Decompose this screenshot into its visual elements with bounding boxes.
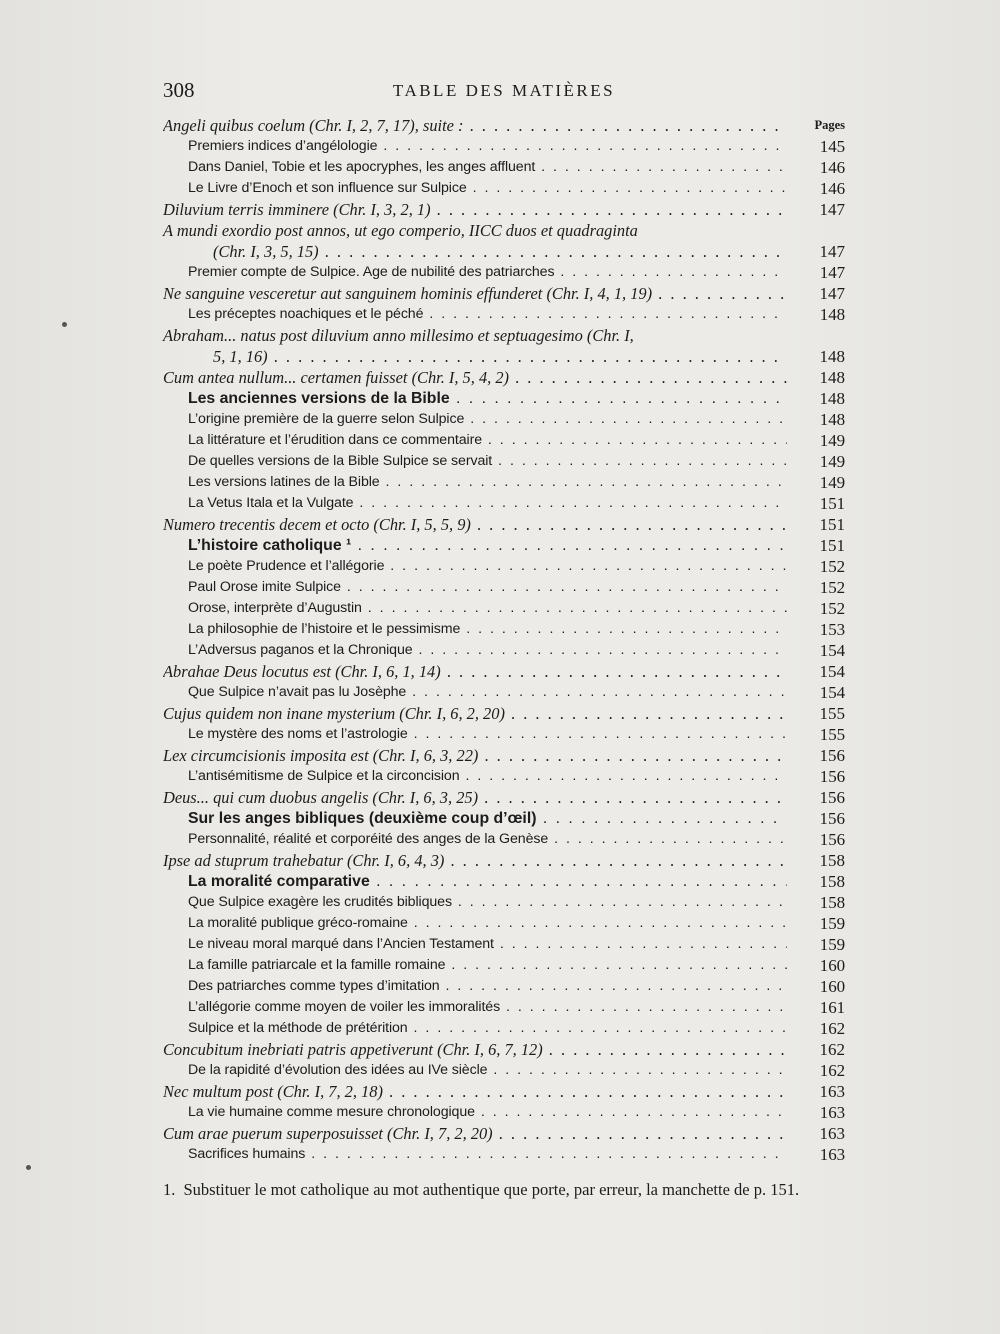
toc-entry	[163, 262, 845, 283]
toc-entry-title: Deus... qui cum duobus angelis (Chr. I, 6, 3, 25) . . .	[163, 787, 787, 808]
toc-entry	[163, 619, 845, 640]
toc-entry-page: 156	[819, 788, 845, 807]
toc-entry-title: La moralité comparative . . .	[188, 871, 787, 892]
running-title: TABLE DES MATIÈRES	[392, 81, 616, 100]
toc-entry	[163, 556, 845, 577]
toc-entry-title: Les anciennes versions de la Bible . . .	[188, 388, 787, 409]
toc-entry	[163, 199, 845, 220]
toc-entry-title: Ipse ad stuprum trahebatur (Chr. I, 6, 4, 3) . . .	[163, 850, 787, 871]
toc-entry-title: Les préceptes noachiques et le péché . . .	[188, 304, 787, 325]
toc-entry-title	[163, 220, 787, 262]
toc-entry-page: 148	[819, 347, 845, 366]
toc-entry-page: 151	[819, 536, 845, 555]
toc-entry-page: 148	[819, 368, 845, 387]
toc-entry-title-line: Abraham... natus post diluvium anno millesimo et septuagesimo (Chr. I,	[163, 326, 634, 345]
running-head	[163, 78, 845, 104]
toc-entry-title: Le niveau moral marqué dans l’Ancien Testament . . .	[188, 934, 787, 955]
toc-entry-title-line: A mundi exordio post annos, ut ego comperio, IICC duos et quadraginta	[163, 221, 638, 240]
toc-entry-page: 152	[819, 578, 845, 597]
toc-entry-title: Concubitum inebriati patris appetiverunt (Chr. I, 6, 7, 12) . . .	[163, 1039, 787, 1060]
toc-entry-page: 147	[819, 263, 845, 282]
toc-entry	[163, 787, 845, 808]
toc-entry	[163, 829, 845, 850]
toc-entry-title: Dans Daniel, Tobie et les apocryphes, les anges affluent . . .	[188, 157, 787, 178]
toc-entry-page: 148	[819, 305, 845, 324]
toc-entry-page: 160	[819, 977, 845, 996]
toc-entry	[163, 1081, 845, 1102]
toc-entry-title-continuation: 5, 1, 16) . . .	[163, 346, 787, 367]
toc-entry	[163, 955, 845, 976]
pages-column-label: Pages	[814, 118, 845, 132]
toc-entry-page: 147	[819, 284, 845, 303]
toc-entry-page: 158	[819, 872, 845, 891]
toc-entry-page: 156	[819, 767, 845, 786]
toc-entry-title: Lex circumcisionis imposita est (Chr. I, 6, 3, 22) . . .	[163, 745, 787, 766]
toc-entry-page: 148	[819, 389, 845, 408]
toc-entry	[163, 157, 845, 178]
toc-entry-page: 162	[819, 1061, 845, 1080]
toc-entry-title: Personnalité, réalité et corporéité des anges de la Genèse . . .	[188, 829, 787, 850]
toc-entry-title: Le mystère des noms et l’astrologie . . .	[188, 724, 787, 745]
toc-entry-page: 151	[819, 515, 845, 534]
toc-entry-page: 149	[819, 452, 845, 471]
footnote	[163, 1178, 845, 1201]
toc-entry	[163, 178, 845, 199]
toc-entry-title: Cum antea nullum... certamen fuisset (Chr. I, 5, 4, 2) . . .	[163, 367, 787, 388]
toc-entry-title: Sur les anges bibliques (deuxième coup d’œil) . . .	[188, 808, 787, 829]
toc-entry-page: 163	[819, 1103, 845, 1122]
toc-entry-page: 160	[819, 956, 845, 975]
toc-entry	[163, 976, 845, 997]
toc-entry-title: Que Sulpice n’avait pas lu Josèphe . . .	[188, 682, 787, 703]
toc-entry-title: De la rapidité d’évolution des idées au IVe siècle . . .	[188, 1060, 787, 1081]
page-number: 308	[163, 78, 195, 102]
toc-entry	[163, 703, 845, 724]
toc-entry	[163, 514, 845, 535]
toc-entry-title: Ne sanguine vesceretur aut sanguinem hominis effunderet (Chr. I, 4, 1, 19) . . .	[163, 283, 787, 304]
toc-entry-page: 162	[819, 1019, 845, 1038]
toc-entry-page: 147	[819, 242, 845, 261]
toc-entry	[163, 1123, 845, 1144]
toc-entry-page: 159	[819, 935, 845, 954]
toc-entry	[163, 115, 845, 136]
footnote-text: Substituer le mot catholique au mot authentique que porte, par erreur, la manchette de p. 151.	[183, 1180, 800, 1199]
toc-entry-page: 147	[819, 200, 845, 219]
toc-entry-title: Premiers indices d’angélologie . . .	[188, 136, 787, 157]
toc-entry-title-continuation: (Chr. I, 3, 5, 15) . . .	[163, 241, 787, 262]
toc-entry	[163, 409, 845, 430]
toc-entry-title	[163, 325, 787, 367]
toc-entry-title: Angeli quibus coelum (Chr. I, 2, 7, 17), suite : . . .	[163, 115, 787, 136]
toc-entry	[163, 598, 845, 619]
toc-entry	[163, 745, 845, 766]
toc-entry-page: 158	[819, 851, 845, 870]
toc-entry	[163, 325, 845, 367]
table-of-contents	[163, 115, 845, 1165]
toc-entry	[163, 724, 845, 745]
footnote-number: 1.	[163, 1180, 176, 1199]
toc-entry-title: L’allégorie comme moyen de voiler les immoralités . . .	[188, 997, 787, 1018]
toc-entry	[163, 682, 845, 703]
toc-entry-page: 162	[819, 1040, 845, 1059]
toc-entry-page: 156	[819, 809, 845, 828]
toc-entry-page: 149	[819, 431, 845, 450]
toc-entry-page: 155	[819, 704, 845, 723]
toc-entry-title: Nec multum post (Chr. I, 7, 2, 18) . . .	[163, 1081, 787, 1102]
toc-entry	[163, 388, 845, 409]
toc-entry-page: 163	[819, 1082, 845, 1101]
toc-entry-page: 148	[819, 410, 845, 429]
toc-entry-title: Cujus quidem non inane mysterium (Chr. I, 6, 2, 20) . . .	[163, 703, 787, 724]
toc-entry-title: La famille patriarcale et la famille romaine . . .	[188, 955, 787, 976]
toc-entry	[163, 577, 845, 598]
toc-entry-title: La Vetus Itala et la Vulgate . . .	[188, 493, 787, 514]
ink-speck	[62, 322, 67, 327]
toc-entry-title: Sulpice et la méthode de prétérition . . .	[188, 1018, 787, 1039]
toc-entry-title: La vie humaine comme mesure chronologique . . .	[188, 1102, 787, 1123]
toc-entry-page: 163	[819, 1124, 845, 1143]
toc-entry	[163, 430, 845, 451]
toc-entry	[163, 220, 845, 262]
toc-entry-page: 161	[819, 998, 845, 1017]
toc-entry-title: L’Adversus paganos et la Chronique . . .	[188, 640, 787, 661]
toc-entry-page: 154	[819, 662, 845, 681]
toc-entry-page: 149	[819, 473, 845, 492]
toc-entry-page: 156	[819, 830, 845, 849]
toc-entry	[163, 493, 845, 514]
toc-entry	[163, 367, 845, 388]
toc-entry-page: 146	[819, 179, 845, 198]
toc-entry-title: L’antisémitisme de Sulpice et la circoncision . . .	[188, 766, 787, 787]
toc-entry	[163, 892, 845, 913]
toc-entry-page: 155	[819, 725, 845, 744]
toc-entry-title: Le Livre d’Enoch et son influence sur Sulpice . . .	[188, 178, 787, 199]
toc-entry-title: De quelles versions de la Bible Sulpice se servait . . .	[188, 451, 787, 472]
toc-entry	[163, 997, 845, 1018]
toc-entry-title: La moralité publique gréco-romaine . . .	[188, 913, 787, 934]
toc-entry-title: Numero trecentis decem et octo (Chr. I, 5, 5, 9) . . .	[163, 514, 787, 535]
toc-entry	[163, 1144, 845, 1165]
toc-entry-title: Orose, interprète d’Augustin . . .	[188, 598, 787, 619]
toc-entry-page: 152	[819, 599, 845, 618]
toc-entry	[163, 136, 845, 157]
toc-entry-title: Cum arae puerum superposuisset (Chr. I, 7, 2, 20) . . .	[163, 1123, 787, 1144]
toc-entry	[163, 283, 845, 304]
toc-entry-title: Sacrifices humains . . .	[188, 1144, 787, 1165]
toc-entry-title: Le poète Prudence et l’allégorie . . .	[188, 556, 787, 577]
toc-entry-page: 154	[819, 641, 845, 660]
toc-entry-page: 158	[819, 893, 845, 912]
toc-entry-title: Des patriarches comme types d’imitation . . .	[188, 976, 787, 997]
toc-entry	[163, 535, 845, 556]
toc-entry-page: 145	[819, 137, 845, 156]
toc-entry	[163, 1060, 845, 1081]
toc-entry-page: 152	[819, 557, 845, 576]
toc-entry-title: Diluvium terris imminere (Chr. I, 3, 2, 1) . . .	[163, 199, 787, 220]
toc-entry	[163, 808, 845, 829]
toc-entry	[163, 871, 845, 892]
toc-entry-title: Que Sulpice exagère les crudités bibliques . . .	[188, 892, 787, 913]
toc-entry	[163, 766, 845, 787]
toc-entry	[163, 661, 845, 682]
toc-entry-title: Les versions latines de la Bible . . .	[188, 472, 787, 493]
toc-entry-page: 146	[819, 158, 845, 177]
toc-entry-title: La littérature et l’érudition dans ce commentaire . . .	[188, 430, 787, 451]
toc-entry	[163, 304, 845, 325]
toc-entry-page: 159	[819, 914, 845, 933]
toc-entry	[163, 934, 845, 955]
toc-entry	[163, 1039, 845, 1060]
toc-entry	[163, 1102, 845, 1123]
toc-entry	[163, 913, 845, 934]
toc-entry-title: L’histoire catholique ¹ . . .	[188, 535, 787, 556]
toc-entry-page: 163	[819, 1145, 845, 1164]
toc-entry	[163, 472, 845, 493]
toc-entry-page: 151	[819, 494, 845, 513]
toc-entry	[163, 850, 845, 871]
toc-entry	[163, 640, 845, 661]
toc-entry	[163, 1018, 845, 1039]
toc-entry-title: Abrahae Deus locutus est (Chr. I, 6, 1, 14) . . .	[163, 661, 787, 682]
ink-speck	[26, 1165, 31, 1170]
toc-entry-page: 154	[819, 683, 845, 702]
toc-entry-title: Premier compte de Sulpice. Age de nubilité des patriarches . . .	[188, 262, 787, 283]
toc-entry-title: Paul Orose imite Sulpice . . .	[188, 577, 787, 598]
toc-entry	[163, 451, 845, 472]
toc-entry-title: L’origine première de la guerre selon Sulpice . . .	[188, 409, 787, 430]
toc-entry-title: La philosophie de l’histoire et le pessimisme . . .	[188, 619, 787, 640]
toc-entry-page: 156	[819, 746, 845, 765]
toc-entry-page: 153	[819, 620, 845, 639]
